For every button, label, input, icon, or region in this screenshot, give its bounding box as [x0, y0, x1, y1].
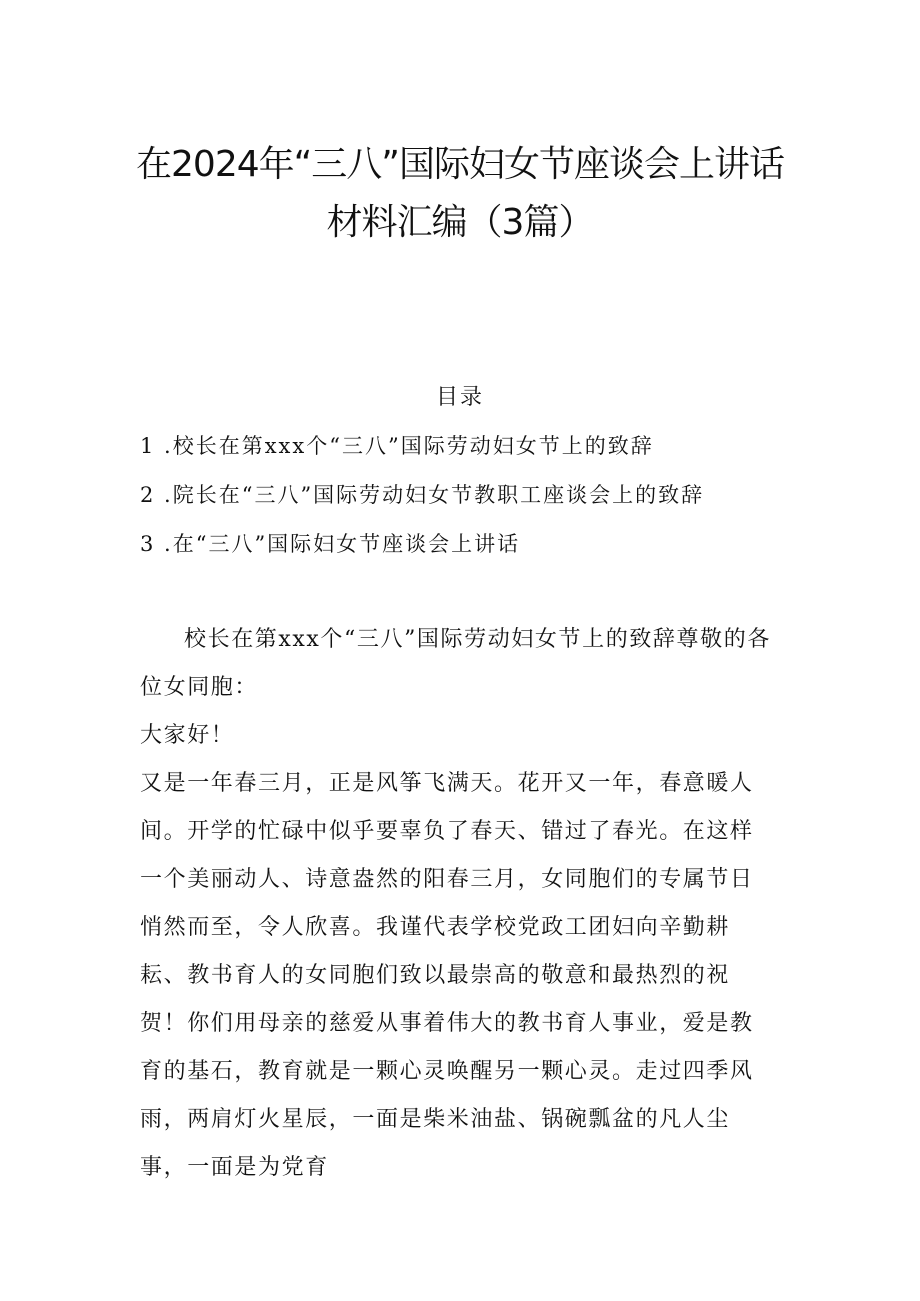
body-paragraph: 校长在第xxx个“三八”国际劳动妇女节上的致辞尊敬的各位女同胞： — [140, 627, 771, 700]
toc-heading: 目录 — [435, 385, 484, 410]
greeting-paragraph: 大家好！ — [140, 723, 235, 748]
toc-item: 2 .院长在“三八”国际劳动妇女节教职工座谈会上的致辞 — [140, 483, 705, 507]
document-title-line-2: 材料汇编（3篇） — [326, 202, 594, 243]
body-paragraph: 又是一年春三月，正是风筝飞满天。花开又一年，春意暖人间。开学的忙碌中似乎要辜负了春天、错过了春光。在这样一个美丽动人、诗意盎然的阳春三月，女同胞们的专属节日悄然而至，令人欣喜。我谨代表学校党政工团妇向辛勤耕耘、教书育人的女同胞们致以最崇高的敬意和最热烈的祝贺！你们用母亲的慈爱从事着伟大的教书育人事业，爱是教育的基石，教育就是一颗心灵唤醒另一颗心灵。走过四季风雨，两肩灯火星辰，一面是柴米油盐、锅碗瓢盆的凡人尘事，一面是为党育 — [140, 771, 754, 1180]
toc-item: 3 .在“三八”国际妇女节座谈会上讲话 — [140, 532, 521, 556]
toc-item: 1 .校长在第xxx个“三八”国际劳动妇女节上的致辞 — [140, 434, 654, 458]
document-title-line-1: 在2024年“三八”国际妇女节座谈会上讲话 — [136, 144, 784, 185]
